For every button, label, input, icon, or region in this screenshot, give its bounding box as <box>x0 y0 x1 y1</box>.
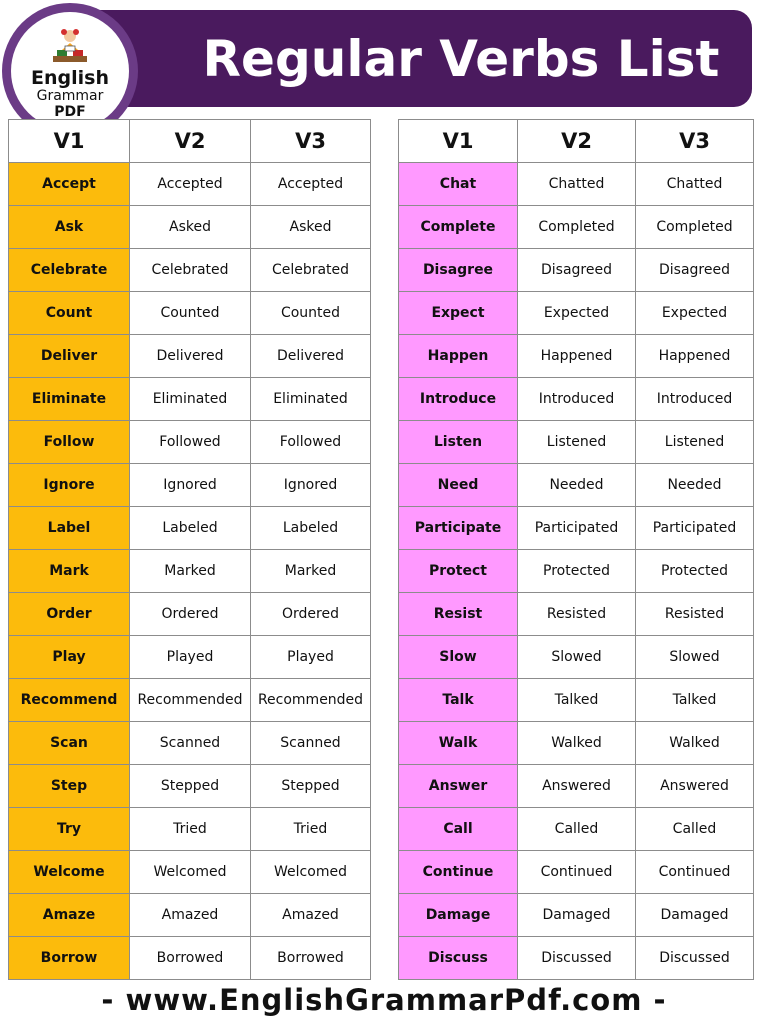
verb-v3-cell: Disagreed <box>636 249 754 292</box>
verb-v1-cell: Borrow <box>9 937 130 980</box>
table-row <box>9 507 371 550</box>
verb-v2-cell: Resisted <box>518 593 636 636</box>
verb-v1-cell: Resist <box>399 593 518 636</box>
verb-v2-cell: Stepped <box>130 765 251 808</box>
verb-v3-cell: Eliminated <box>251 378 371 421</box>
verb-v2-cell: Completed <box>518 206 636 249</box>
table-row <box>9 808 371 851</box>
table-row <box>9 249 371 292</box>
verb-v1-cell: Mark <box>9 550 130 593</box>
verb-v2-cell: Eliminated <box>130 378 251 421</box>
verb-v1-cell: Happen <box>399 335 518 378</box>
verb-v2-cell: Participated <box>518 507 636 550</box>
table-row <box>399 636 754 679</box>
verb-v1-cell: Discuss <box>399 937 518 980</box>
table-row <box>399 679 754 722</box>
verb-v2-cell: Called <box>518 808 636 851</box>
verb-v2-cell: Talked <box>518 679 636 722</box>
verb-v2-cell: Answered <box>518 765 636 808</box>
verb-v1-cell: Accept <box>9 163 130 206</box>
verb-v1-cell: Eliminate <box>9 378 130 421</box>
verb-v2-cell: Disagreed <box>518 249 636 292</box>
verb-v1-cell: Ignore <box>9 464 130 507</box>
verb-v3-cell: Continued <box>636 851 754 894</box>
table-row <box>399 206 754 249</box>
verb-v3-cell: Completed <box>636 206 754 249</box>
verb-v2-cell: Welcomed <box>130 851 251 894</box>
verb-v1-cell: Welcome <box>9 851 130 894</box>
verb-v1-cell: Chat <box>399 163 518 206</box>
table-row <box>9 378 371 421</box>
verb-v2-cell: Amazed <box>130 894 251 937</box>
verb-v3-cell: Chatted <box>636 163 754 206</box>
verb-v3-cell: Stepped <box>251 765 371 808</box>
verb-v3-cell: Walked <box>636 722 754 765</box>
verb-v3-cell: Recommended <box>251 679 371 722</box>
verb-v1-cell: Follow <box>9 421 130 464</box>
logo-text-grammar: Grammar <box>36 88 104 104</box>
column-header-v1: V1 <box>399 120 518 163</box>
column-header-v3: V3 <box>636 120 754 163</box>
verb-v2-cell: Chatted <box>518 163 636 206</box>
verb-v2-cell: Counted <box>130 292 251 335</box>
verb-v3-cell: Talked <box>636 679 754 722</box>
table-row <box>399 163 754 206</box>
verb-v1-cell: Talk <box>399 679 518 722</box>
table-row <box>399 421 754 464</box>
table-row <box>9 550 371 593</box>
verb-v1-cell: Answer <box>399 765 518 808</box>
verb-v2-cell: Discussed <box>518 937 636 980</box>
verb-v1-cell: Play <box>9 636 130 679</box>
verb-v1-cell: Step <box>9 765 130 808</box>
verb-v3-cell: Tried <box>251 808 371 851</box>
verb-v2-cell: Ignored <box>130 464 251 507</box>
table-row <box>399 722 754 765</box>
verb-v2-cell: Accepted <box>130 163 251 206</box>
verb-v1-cell: Damage <box>399 894 518 937</box>
verb-v3-cell: Expected <box>636 292 754 335</box>
table-row <box>399 550 754 593</box>
verb-v2-cell: Played <box>130 636 251 679</box>
verb-v2-cell: Continued <box>518 851 636 894</box>
verb-v3-cell: Marked <box>251 550 371 593</box>
table-row <box>9 765 371 808</box>
table-row <box>399 937 754 980</box>
table-row <box>399 765 754 808</box>
verb-v1-cell: Complete <box>399 206 518 249</box>
logo-badge <box>11 12 129 130</box>
logo-text-english: English <box>31 67 109 89</box>
table-header-row <box>399 120 754 163</box>
verb-v3-cell: Asked <box>251 206 371 249</box>
verb-v3-cell: Scanned <box>251 722 371 765</box>
verb-v3-cell: Welcomed <box>251 851 371 894</box>
table-row <box>399 464 754 507</box>
verb-v1-cell: Order <box>9 593 130 636</box>
verb-v3-cell: Labeled <box>251 507 371 550</box>
verb-v3-cell: Damaged <box>636 894 754 937</box>
verb-v2-cell: Tried <box>130 808 251 851</box>
verb-v1-cell: Ask <box>9 206 130 249</box>
verb-v2-cell: Walked <box>518 722 636 765</box>
table-row <box>399 593 754 636</box>
verb-v1-cell: Protect <box>399 550 518 593</box>
column-header-v2: V2 <box>130 120 251 163</box>
table-header-row <box>9 120 371 163</box>
verb-v1-cell: Label <box>9 507 130 550</box>
verb-v1-cell: Call <box>399 808 518 851</box>
table-row <box>399 851 754 894</box>
verb-v2-cell: Recommended <box>130 679 251 722</box>
table-row <box>9 206 371 249</box>
verb-v1-cell: Celebrate <box>9 249 130 292</box>
verb-v3-cell: Ignored <box>251 464 371 507</box>
verb-v3-cell: Protected <box>636 550 754 593</box>
verb-v1-cell: Count <box>9 292 130 335</box>
verb-v2-cell: Ordered <box>130 593 251 636</box>
verb-v2-cell: Celebrated <box>130 249 251 292</box>
verb-v1-cell: Expect <box>399 292 518 335</box>
left-verbs-table <box>8 119 371 980</box>
table-row <box>399 292 754 335</box>
verb-v1-cell: Recommend <box>9 679 130 722</box>
verb-v3-cell: Played <box>251 636 371 679</box>
verb-v2-cell: Scanned <box>130 722 251 765</box>
table-row <box>9 636 371 679</box>
verb-v1-cell: Walk <box>399 722 518 765</box>
table-row <box>9 464 371 507</box>
table-row <box>9 593 371 636</box>
table-row <box>399 507 754 550</box>
verb-v2-cell: Slowed <box>518 636 636 679</box>
verb-v3-cell: Borrowed <box>251 937 371 980</box>
verb-v3-cell: Listened <box>636 421 754 464</box>
verb-v3-cell: Counted <box>251 292 371 335</box>
table-row <box>9 292 371 335</box>
table-row <box>399 808 754 851</box>
verb-v1-cell: Disagree <box>399 249 518 292</box>
verb-v3-cell: Needed <box>636 464 754 507</box>
verb-v2-cell: Borrowed <box>130 937 251 980</box>
reading-kid-icon <box>47 26 93 66</box>
verb-v3-cell: Called <box>636 808 754 851</box>
column-header-v3: V3 <box>251 120 371 163</box>
table-row <box>9 679 371 722</box>
table-row <box>9 335 371 378</box>
verb-v3-cell: Delivered <box>251 335 371 378</box>
verb-v3-cell: Happened <box>636 335 754 378</box>
verb-v1-cell: Slow <box>399 636 518 679</box>
verb-v2-cell: Listened <box>518 421 636 464</box>
verb-v2-cell: Followed <box>130 421 251 464</box>
logo-text-pdf: PDF <box>54 104 86 120</box>
verb-v1-cell: Amaze <box>9 894 130 937</box>
verb-v2-cell: Expected <box>518 292 636 335</box>
table-row <box>399 249 754 292</box>
verb-v3-cell: Slowed <box>636 636 754 679</box>
table-row <box>399 894 754 937</box>
verb-v3-cell: Followed <box>251 421 371 464</box>
verb-v2-cell: Damaged <box>518 894 636 937</box>
verb-v3-cell: Answered <box>636 765 754 808</box>
verb-v3-cell: Participated <box>636 507 754 550</box>
table-row <box>9 722 371 765</box>
table-row <box>399 335 754 378</box>
verb-v2-cell: Asked <box>130 206 251 249</box>
verb-v3-cell: Amazed <box>251 894 371 937</box>
table-row <box>9 937 371 980</box>
verb-v1-cell: Introduce <box>399 378 518 421</box>
verb-v3-cell: Introduced <box>636 378 754 421</box>
table-row <box>9 851 371 894</box>
footer-website-url: - www.EnglishGrammarPdf.com - <box>101 983 667 1017</box>
right-verbs-table <box>398 119 754 980</box>
verb-v1-cell: Participate <box>399 507 518 550</box>
verb-v2-cell: Introduced <box>518 378 636 421</box>
verb-v1-cell: Scan <box>9 722 130 765</box>
page-title: Regular Verbs List <box>202 29 720 88</box>
table-row <box>9 894 371 937</box>
verb-v3-cell: Discussed <box>636 937 754 980</box>
verb-v1-cell: Listen <box>399 421 518 464</box>
verb-v2-cell: Happened <box>518 335 636 378</box>
table-row <box>9 163 371 206</box>
verb-v2-cell: Labeled <box>130 507 251 550</box>
column-header-v1: V1 <box>9 120 130 163</box>
verb-v3-cell: Accepted <box>251 163 371 206</box>
table-row <box>399 378 754 421</box>
verb-v2-cell: Protected <box>518 550 636 593</box>
verb-v3-cell: Celebrated <box>251 249 371 292</box>
verb-v1-cell: Deliver <box>9 335 130 378</box>
verb-v1-cell: Continue <box>399 851 518 894</box>
verb-v3-cell: Ordered <box>251 593 371 636</box>
table-row <box>9 421 371 464</box>
verb-v2-cell: Delivered <box>130 335 251 378</box>
verb-v1-cell: Try <box>9 808 130 851</box>
verb-v2-cell: Marked <box>130 550 251 593</box>
column-header-v2: V2 <box>518 120 636 163</box>
verb-v1-cell: Need <box>399 464 518 507</box>
verb-v2-cell: Needed <box>518 464 636 507</box>
title-banner <box>60 10 752 107</box>
verb-v3-cell: Resisted <box>636 593 754 636</box>
